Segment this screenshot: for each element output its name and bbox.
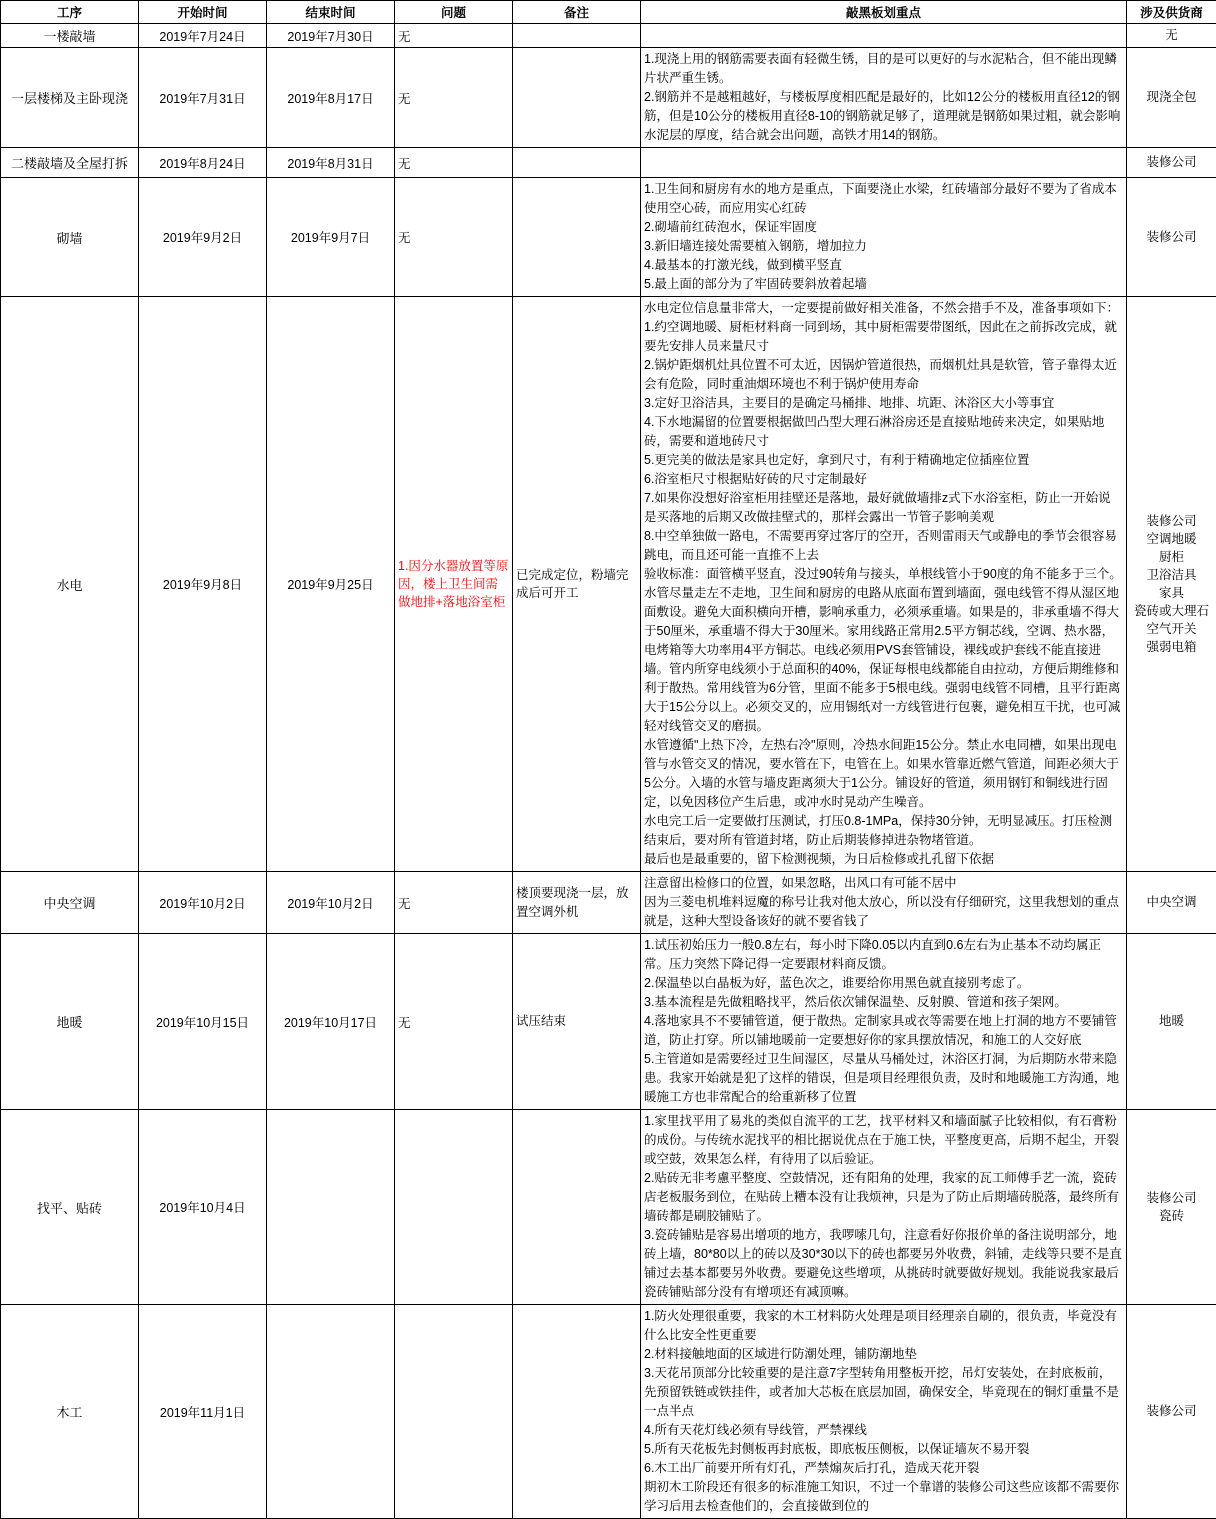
cell-issue: 无 — [395, 148, 513, 178]
header-vendor: 涉及供货商 — [1127, 1, 1216, 24]
cell-remark — [513, 178, 641, 297]
cell-vendor: 地暖 — [1127, 934, 1216, 1110]
cell-vendor: 中央空调 — [1127, 872, 1216, 934]
cell-remark — [513, 1110, 641, 1305]
cell-issue: 1.因分水器放置等原因，楼上卫生间需做地排+落地浴室柜 — [395, 297, 513, 872]
cell-start-time: 2019年10月2日 — [139, 872, 267, 934]
cell-process: 二楼敲墙及全屋打拆 — [1, 148, 139, 178]
cell-start-time: 2019年9月2日 — [139, 178, 267, 297]
cell-start-time: 2019年10月4日 — [139, 1110, 267, 1305]
table-body — [1, 24, 1216, 1519]
cell-end-time: 2019年9月7日 — [267, 178, 395, 297]
header-remark: 备注 — [513, 1, 641, 24]
cell-key-points: 1.现浇上用的钢筋需要表面有轻微生锈，目的是可以更好的与水泥粘合，但不能出现鳞片状严重生锈。 2.钢筋并不是越粗越好，与楼板厚度相匹配是最好的，比如12公分的楼板用直径12的钢筋，但是10公分的楼板用直径8-10的钢筋就足够了，道理就是钢筋如果过粗，就会影响水泥层的厚度，结合就会出问题，高铁才用14的钢筋。 — [641, 48, 1127, 148]
cell-vendor: 装修公司 — [1127, 148, 1216, 178]
table-row — [1, 148, 1216, 178]
header-start-time: 开始时间 — [139, 1, 267, 24]
header-issue: 问题 — [395, 1, 513, 24]
cell-process: 一层楼梯及主卧现浇 — [1, 48, 139, 148]
cell-key-points: 1.卫生间和厨房有水的地方是重点，下面要浇止水梁，红砖墙部分最好不要为了省成本使用空心砖，而应用实心红砖 2.砌墙前红砖泡水，保证牢固度 3.新旧墙连接处需要植入钢筋，增加拉力 4.最基本的打激光线，做到横平竖直 5.最上面的部分为了牢固砖要斜放着起墙 — [641, 178, 1127, 297]
cell-start-time: 2019年7月24日 — [139, 24, 267, 48]
cell-end-time — [267, 1305, 395, 1519]
cell-end-time — [267, 1110, 395, 1305]
cell-remark — [513, 1305, 641, 1519]
cell-process: 中央空调 — [1, 872, 139, 934]
cell-key-points: 注意留出检修口的位置，如果忽略，出风口有可能不居中 因为三菱电机堆料逗魔的称号让我对他太放心，所以没有仔细研究，这里我想划的重点就是，这种大型设备该好的就不要省钱了 — [641, 872, 1127, 934]
header-end-time: 结束时间 — [267, 1, 395, 24]
cell-vendor: 装修公司 — [1127, 1305, 1216, 1519]
cell-start-time: 2019年7月31日 — [139, 48, 267, 148]
table-header-row — [1, 1, 1216, 24]
cell-process: 木工 — [1, 1305, 139, 1519]
cell-start-time: 2019年8月24日 — [139, 148, 267, 178]
cell-remark — [513, 48, 641, 148]
cell-process: 水电 — [1, 297, 139, 872]
table-row — [1, 934, 1216, 1110]
cell-start-time: 2019年11月1日 — [139, 1305, 267, 1519]
cell-key-points: 1.家里找平用了易兆的类似自流平的工艺，找平材料又和墙面腻子比较相似，有石膏粉的成份。与传统水泥找平的相比据说优点在于施工快，平整度更高，后期不起尘，开裂或空鼓，效果怎么样，有待用了以后验证。 2.贴砖无非考慮平整度、空鼓情况，还有阳角的处理，我家的瓦工师傅手艺一流，瓷砖店老板服务到位，在贴砖上糟本没有让我烦神，只是为了防止后期墙砖脱落，最终所有墙砖都是刷胶铺贴了。 3.瓷砖铺贴是容易出增项的地方，我啰嗦几句，注意看好你报价单的备注说明部分，地砖上墙，80*80以上的砖以及30*30以下的砖也都要另外收费，斜铺，走线等只要不是直铺过去基本都要另外收费。要避免这些增项，从挑砖时就要做好规划。我能说我家最后瓷砖铺贴部分没有有增项还有减顶嘛。 — [641, 1110, 1127, 1305]
cell-issue — [395, 1305, 513, 1519]
table-row — [1, 178, 1216, 297]
cell-issue: 无 — [395, 24, 513, 48]
cell-key-points: 水电定位信息量非常大，一定要提前做好相关准备，不然会措手不及，准备事项如下： 1.约空调地暖、厨柜材料商一同到场，其中厨柜需要带图纸，因此在之前拆改完成，就要先安排人员来量尺寸 2.锅炉距烟机灶具位置不可太近，因锅炉管道很热，而烟机灶具是软管，管子靠得太近会有危险，同时重油烟环境也不利于锅炉使用寿命 3.定好卫浴洁具，主要目的是确定马桶排、地排、坑距、沐浴区大小等事宜 4.下水地漏留的位置要根据做凹凸型大理石淋浴房还是直接贴地砖来决定，如果贴地砖，需要和道地砖尺寸 5.更完美的做法是家具也定好，拿到尺寸，有利于精确地定位插座位置 6.浴室柜尺寸根据贴好砖的尺寸定制最好 7.如果你没想好浴室柜用挂壁还是落地，最好就做墙排z式下水浴室柜，防止一开始说是买落地的后期又改做挂壁式的，那样会露出一节管子影响美观 8.中空单独做一路电，不需要再穿过客厅的空开，否则雷雨天气或静电的季节会很容易跳电，而且还可能一直推不上去 验收标准：面管横平竖直，没过90转角与接头，单根线管小于90度的角不能多于三个。水管尽量走左不走地，卫生间和厨房的电路从底面布置到墙面，强电线管不得从湿区地面敷设。避免大面积横向开槽，影响承重力，必须承重墙。如果是的，非承重墙不得大于50厘米，承重墙不得大于30厘米。家用线路正常用2.5平方铜芯线，空调、热水器，电烤箱等大功率用4平方铜芯。电线必须用PVS套管铺设，裸线或护套线不能直接进墙。管内所穿电线须小于总面积的40%，保证每根电线都能自由拉动，方便后期维修和利于散热。常用线管为6分管，里面不能多于5根电线。强弱电线管不同槽，且平行距离大于15公分以上。必须交叉的，应用锡纸对一方线管进行包裹，避免相互干扰，也可减轻对线管交叉的磨损。 水管遵循"上热下冷，左热右冷"原则，冷热水间距15公分。禁止水电同槽，如果出现电管与水管交叉的情况，要水管在下，电管在上。如果水管靠近燃气管道，间距必须大于5公分。入墙的水管与墙皮距离须大于1公分。铺设好的管道，须用钢钉和铜线进行固定，以免因移位产生后患，或冲水时晃动产生噪音。 水电完工后一定要做打压测试，打压0.8-1MPa，保持30分钟，无明显减压。打压检测结束后，要对所有管道封堵，防止后期装修掉进杂物堵管道。 最后也是最重要的，留下检测视频，为日后检修或扎孔留下依据 — [641, 297, 1127, 872]
cell-issue: 无 — [395, 48, 513, 148]
cell-process: 地暖 — [1, 934, 139, 1110]
cell-vendor: 装修公司 瓷砖 — [1127, 1110, 1216, 1305]
cell-remark: 试压结束 — [513, 934, 641, 1110]
header-key-points: 敲黑板划重点 — [641, 1, 1127, 24]
cell-issue: 无 — [395, 872, 513, 934]
cell-issue: 无 — [395, 178, 513, 297]
cell-remark — [513, 24, 641, 48]
cell-key-points: 1.试压初始压力一般0.8左右，每小时下降0.05以内直到0.6左右为止基本不动均属正常。压力突然下降记得一定要跟材料商反馈。 2.保温垫以白晶板为好，蓝色次之，谁要给你用黑色就直接别考虑了。 3.基本流程是先做粗略找平，然后依次铺保温垫、反射膜、管道和孩子架网。 4.落地家具不不要铺管道，便于散热。定制家具或衣等需要在地上打洞的地方不要铺管道，防止打穿。所以铺地暖前一定要想好你的家具摆放情况，和施工的人交好底 5.主管道如是需要经过卫生间湿区，尽量从马桶处过，沐浴区打洞，为后期防水带来隐患。我家开始就是犯了这样的错误，但是项目经理很负责，及时和地暖施工方沟通，地暖施工方也非常配合的给重新移了位置 — [641, 934, 1127, 1110]
cell-key-points — [641, 24, 1127, 48]
cell-end-time: 2019年10月2日 — [267, 872, 395, 934]
cell-process: 砌墙 — [1, 178, 139, 297]
cell-vendor: 装修公司 空调地暖 厨柜 卫浴洁具 家具 瓷砖或大理石 空气开关 强弱电箱 — [1127, 297, 1216, 872]
cell-remark: 楼顶要现浇一层，放置空调外机 — [513, 872, 641, 934]
header-process: 工序 — [1, 1, 139, 24]
cell-issue — [395, 1110, 513, 1305]
table-row — [1, 1305, 1216, 1519]
table-row — [1, 48, 1216, 148]
cell-start-time: 2019年9月8日 — [139, 297, 267, 872]
cell-remark: 已完成定位，粉墙完成后可开工 — [513, 297, 641, 872]
cell-end-time: 2019年9月25日 — [267, 297, 395, 872]
table-row — [1, 872, 1216, 934]
table-row — [1, 24, 1216, 48]
cell-vendor: 现浇全包 — [1127, 48, 1216, 148]
cell-end-time: 2019年8月17日 — [267, 48, 395, 148]
cell-remark — [513, 148, 641, 178]
table-row — [1, 1110, 1216, 1305]
cell-process: 一楼敲墙 — [1, 24, 139, 48]
table-row — [1, 297, 1216, 872]
cell-start-time: 2019年10月15日 — [139, 934, 267, 1110]
cell-end-time: 2019年10月17日 — [267, 934, 395, 1110]
cell-end-time: 2019年7月30日 — [267, 24, 395, 48]
cell-key-points: 1.防火处理很重要，我家的木工材料防火处理是项目经理亲自刷的，很负责，毕竟没有什么比安全性更重要 2.材料接触地面的区域进行防潮处理，铺防潮地垫 3.天花吊顶部分比较重要的是注意7字型转角用整板开挖，吊灯安装处，在封底板前，先预留铁链或铁挂件，或者加大芯板在底层加固，确保安全，毕竟现在的铜灯重量不是一点半点 4.所有天花灯线必须有导线管，严禁裸线 5.所有天花板先封侧板再封底板，即底板压侧板，以保证墙灰不易开裂 6.木工出厂前要开所有灯孔，严禁煽灰后打孔，造成天花开裂 期初木工阶段还有很多的标准施工知识，不过一个靠谱的装修公司这些应该都不需要你学习后用去检查他们的，会直接做到位的 — [641, 1305, 1127, 1519]
cell-vendor: 无 — [1127, 24, 1216, 48]
cell-process: 找平、贴砖 — [1, 1110, 139, 1305]
cell-vendor: 装修公司 — [1127, 178, 1216, 297]
cell-issue: 无 — [395, 934, 513, 1110]
cell-key-points — [641, 148, 1127, 178]
cell-end-time: 2019年8月31日 — [267, 148, 395, 178]
